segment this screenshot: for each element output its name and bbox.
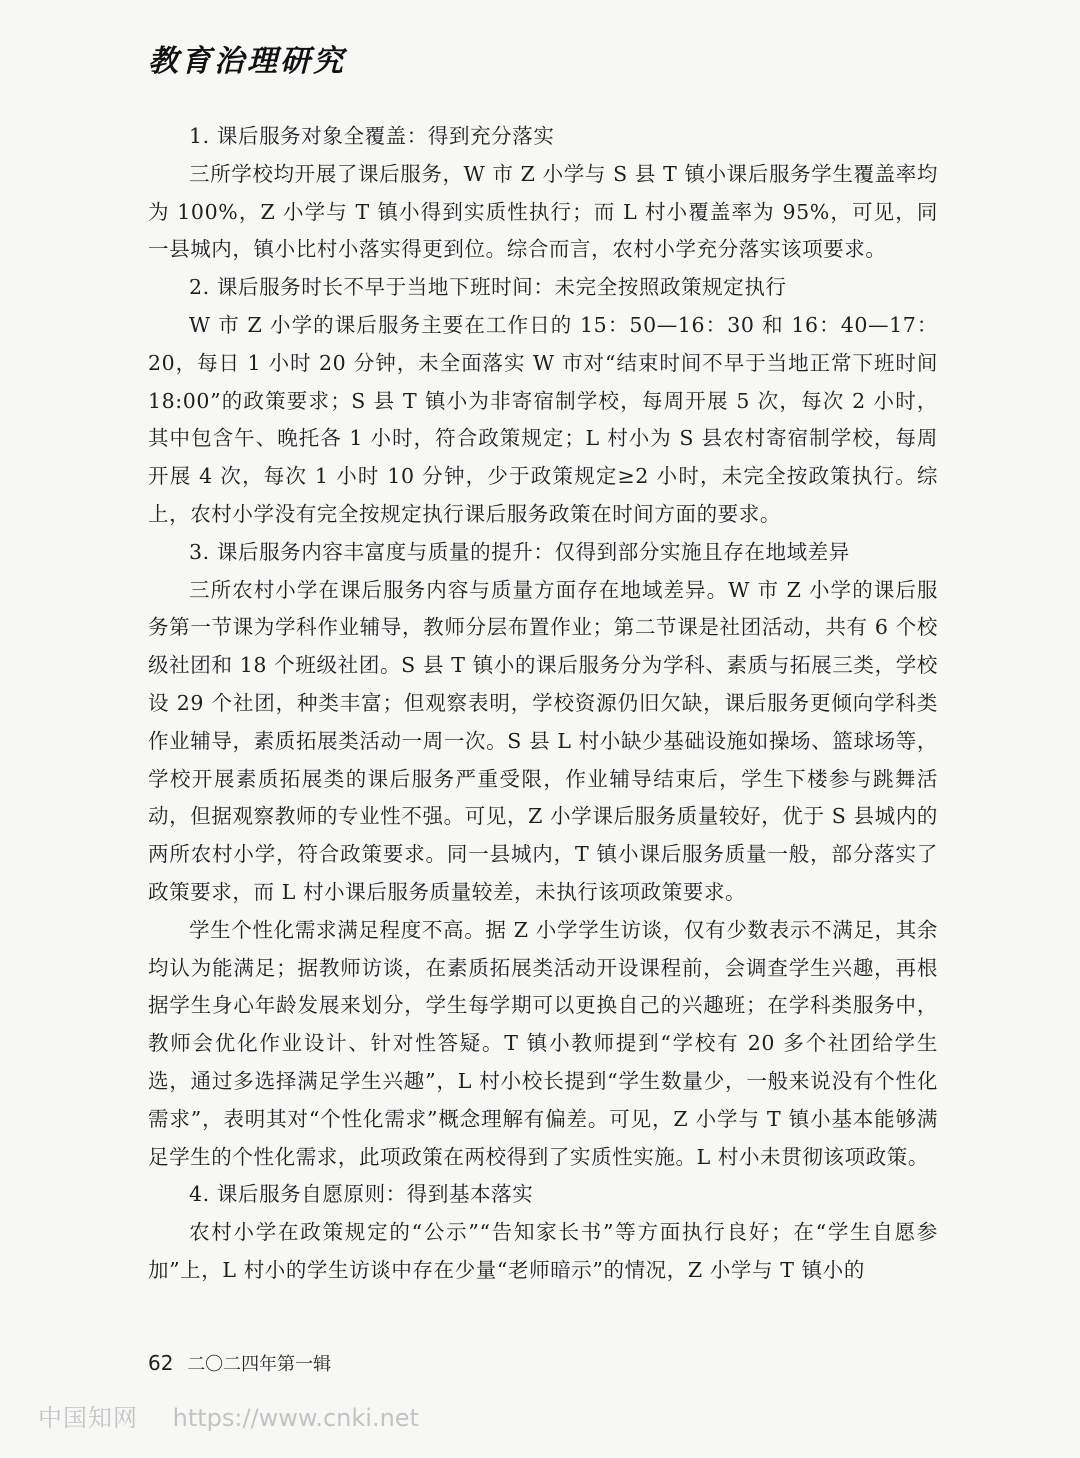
paragraph: W 市 Z 小学的课后服务主要在工作日的 15：50—16：30 和 16：40—17：20，每日 1 小时 20 分钟，未全面落实 W 市对“结束时间不早于当地正常下班时间 18:00”的政策要求；S 县 T 镇小为非寄宿制学校，每周开展 5 次，每次 2 小时，其中包含午、晚托各 1 小时，符合政策规定；L 村小为 S 县农村寄宿制学校，每周开展 4 次，每次 1 小时 10 分钟，少于政策规定≥2 小时，未完全按政策执行。综上，农村小学没有完全按规定执行课后服务政策在时间方面的要求。 <box>148 312 938 526</box>
section-heading-2: 2. 课后服务时长不早于当地下班时间：未完全按照政策规定执行 <box>189 275 787 300</box>
issue-label: 二〇二四年第一辑 <box>187 1354 332 1375</box>
section-heading-4: 4. 课后服务自愿原则：得到基本落实 <box>189 1182 534 1207</box>
paragraph: 农村小学在政策规定的“公示”“告知家长书”等方面执行良好；在“学生自愿参加”上，L 村小的学生访谈中存在少量“老师暗示”的情况，Z 小学与 T 镇小的 <box>148 1220 938 1282</box>
article-body <box>148 118 938 1290</box>
paragraph: 三所学校均开展了课后服务，W 市 Z 小学与 S 县 T 镇小课后服务学生覆盖率均为 100%，Z 小学与 T 镇小得到实质性执行；而 L 村小覆盖率为 95%，可见，同一县城内，镇小比村小落实得更到位。综合而言，农村小学充分落实该项要求。 <box>148 161 938 262</box>
section-heading-1: 1. 课后服务对象全覆盖：得到充分落实 <box>189 124 555 148</box>
page-footer <box>148 1350 331 1376</box>
cnki-watermark <box>38 1398 419 1433</box>
section-heading-3: 3. 课后服务内容丰富度与质量的提升：仅得到部分实施且存在地域差异 <box>189 539 850 564</box>
page-number: 62 <box>148 1351 174 1375</box>
watermark-url: https://www.cnki.net <box>172 1404 419 1432</box>
paragraph: 学生个性化需求满足程度不高。据 Z 小学学生访谈，仅有少数表示不满足，其余均认为能满足；据教师访谈，在素质拓展类活动开设课程前，会调查学生兴趣，再根据学生身心年龄发展来划分，学生每学期可以更换自己的兴趣班；在学科类服务中，教师会优化作业设计、针对性答疑。T 镇小教师提到“学校有 20 多个社团给学生选，通过多选择满足学生兴趣”，L 村小校长提到“学生数量少，一般来说没有个性化需求”，表明其对“个性化需求”概念理解有偏差。可见，Z 小学与 T 镇小基本能够满足学生的个性化需求，此项政策在两校得到了实质性实施。L 村小未贯彻该项政策。 <box>148 917 938 1169</box>
watermark-brand: 中国知网 <box>38 1404 138 1432</box>
paragraph: 三所农村小学在课后服务内容与质量方面存在地域差异。W 市 Z 小学的课后服务第一节课为学科作业辅导，教师分层布置作业；第二节课是社团活动，共有 6 个校级社团和 18 个班级社团。S 县 T 镇小的课后服务分为学科、素质与拓展三类，学校设 29 个社团，种类丰富；但观察表明，学校资源仍旧欠缺，课后服务更倾向学科类作业辅导，素质拓展类活动一周一次。S 县 L 村小缺少基础设施如操场、篮球场等，学校开展素质拓展类的课后服务严重受限，作业辅导结束后，学生下楼参与跳舞活动，但据观察教师的专业性不强。可见，Z 小学课后服务质量较好，优于 S 县城内的两所农村小学，符合政策要求。同一县城内，T 镇小课后服务质量一般，部分落实了政策要求，而 L 村小课后服务质量较差，未执行该项政策要求。 <box>148 577 938 904</box>
journal-title: 教育治理研究 <box>148 44 346 79</box>
